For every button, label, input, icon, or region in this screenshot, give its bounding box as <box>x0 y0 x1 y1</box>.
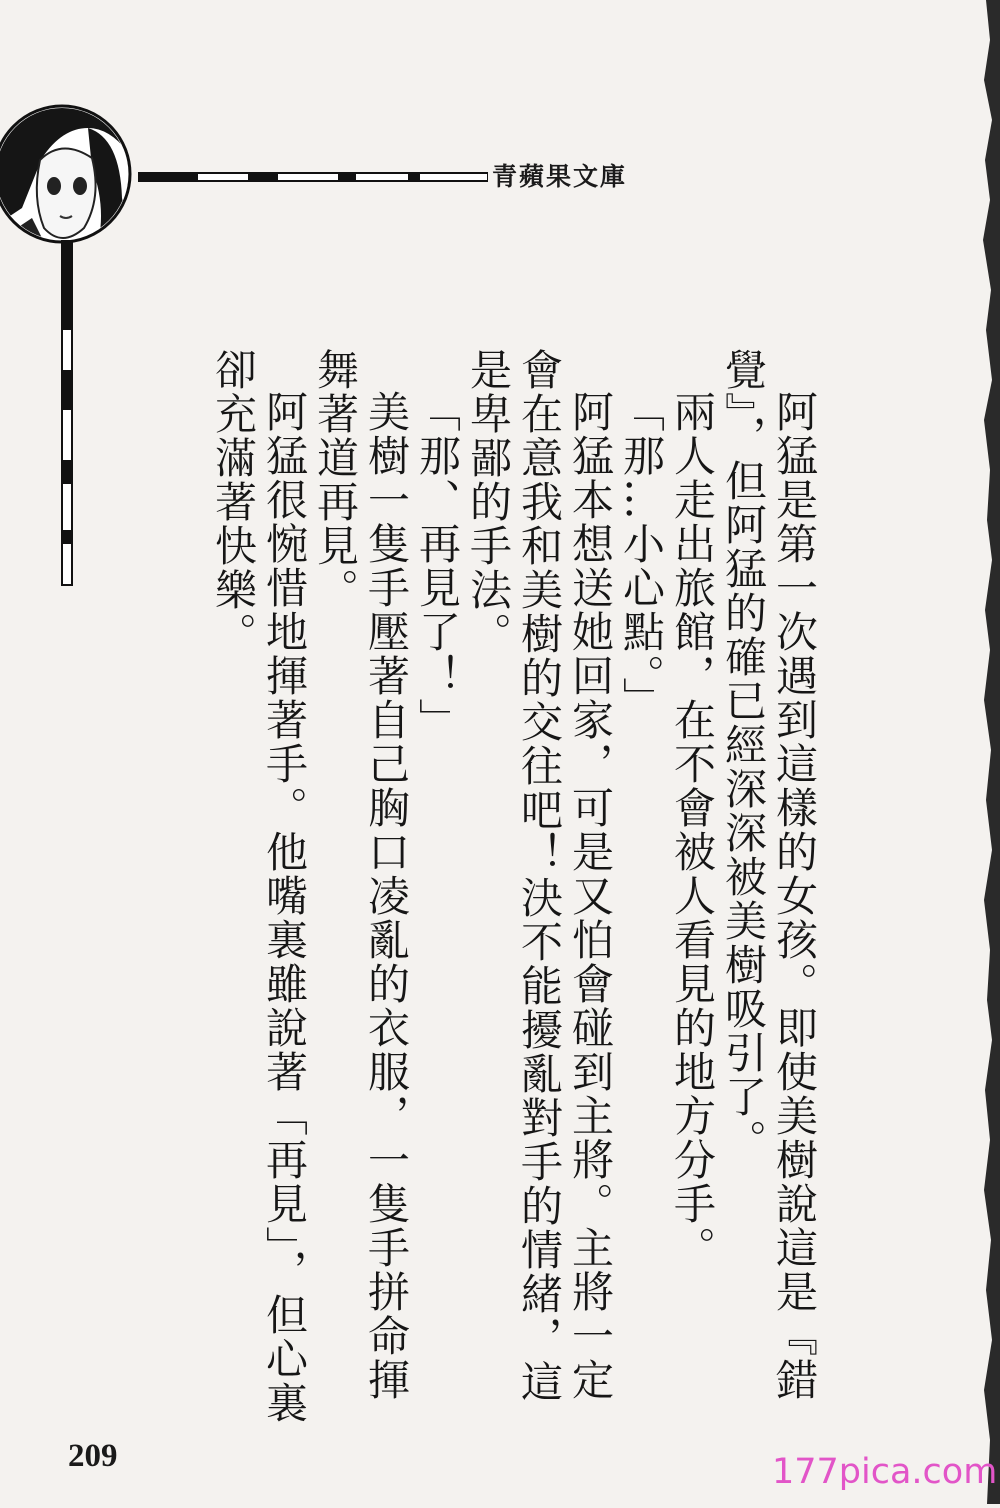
paragraph: 「那…小心點。」 <box>617 390 666 721</box>
paragraph: 阿猛本想送她回家，可是又怕會碰到主將。主將一定會在意我和美樹的交往吧！決不能擾亂對手的情緒，這是卑鄙的手法。 <box>464 348 615 1404</box>
page-number: 209 <box>68 1438 118 1474</box>
series-title: 青蘋果文庫 <box>492 162 628 191</box>
paragraph: 阿猛很惋惜地揮著手。他嘴裏雖說著「再見」，但心裏卻充滿著快樂。 <box>209 348 309 1425</box>
paragraph: 兩人走出旅館，在不會被人看見的地方分手。 <box>668 390 717 1270</box>
paragraph: 美樹一隻手壓著自己胸口凌亂的衣服，一隻手拼命揮舞著道再見。 <box>311 348 411 1402</box>
header-rule <box>138 170 488 184</box>
body-text <box>208 348 820 1428</box>
paragraph: 「那、再見了！」 <box>413 390 462 742</box>
header-post <box>40 240 80 590</box>
watermark: 177pica.com <box>772 1452 998 1492</box>
girl-portrait-icon <box>0 88 140 258</box>
paragraph: 阿猛是第一次遇到這樣的女孩。即使美樹說這是『錯覺』，但阿猛的確已經深深被美樹吸引了。 <box>719 348 819 1402</box>
